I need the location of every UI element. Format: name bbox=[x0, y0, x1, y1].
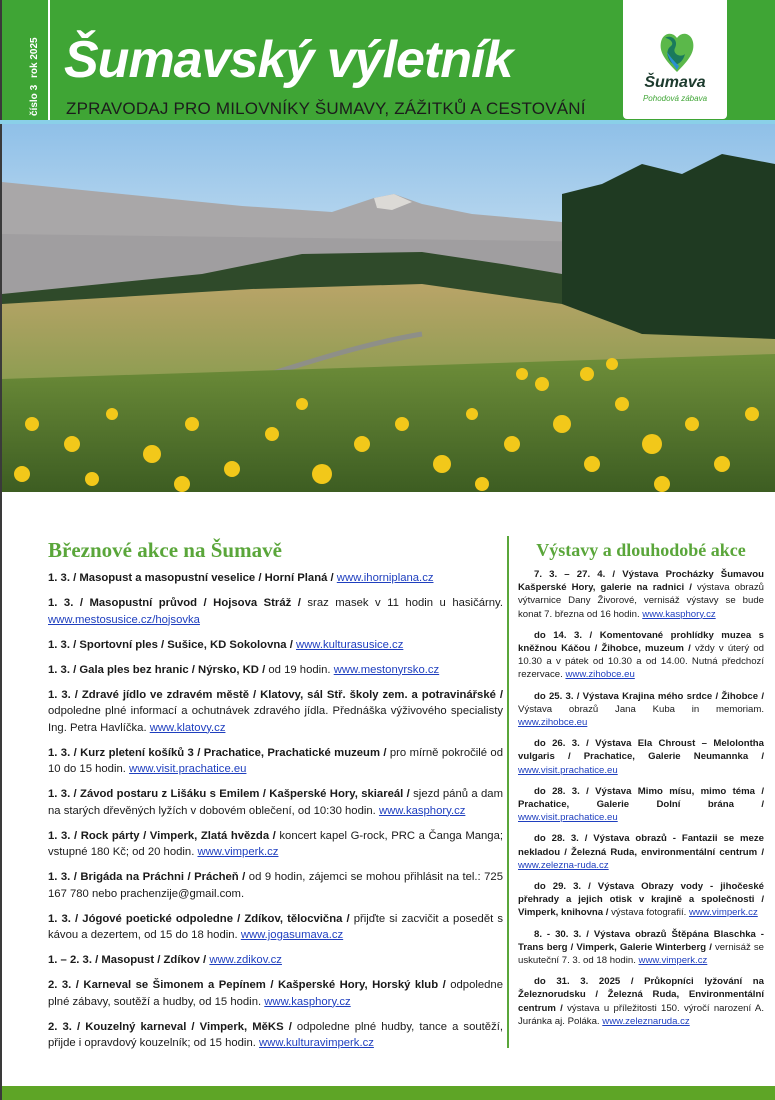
exhibitions-heading: Výstavy a dlouhodobé akce bbox=[536, 540, 746, 560]
event-item bbox=[48, 828, 503, 861]
event-title: do 29. 3. / Výstava Obrazy vody - jihočeské přehrady a jejich otisk v krajině a společnosti / Vimperk, knihovna / bbox=[518, 881, 764, 919]
event-description: výstava obrazů výtvarnice Dany Živorové, vernisáž výstavy se bude konat 7. března od 16 hodin. bbox=[518, 582, 764, 620]
heart-river-logo-icon bbox=[657, 30, 697, 74]
event-title: do 31. 3. 2025 / Průkopníci lyžování na Železnorudsku / Železná Ruda, Environmentální centrum / bbox=[518, 976, 764, 1014]
column-divider bbox=[507, 536, 509, 1048]
event-link[interactable]: www.kulturasusice.cz bbox=[295, 638, 404, 651]
event-title: 1. 3. / Závod postaru z Lišáku s Emilem / Kašperské Hory, skiareál / bbox=[48, 788, 410, 800]
event-description: sraz masek v 11 hodin u hasičárny. bbox=[300, 597, 503, 609]
event-link[interactable]: www.kulturavimperk.cz bbox=[259, 1037, 374, 1049]
march-events-list bbox=[48, 570, 503, 1052]
exhibitions-list bbox=[518, 568, 764, 1028]
footer-bar bbox=[0, 1086, 775, 1100]
event-item bbox=[48, 952, 503, 969]
event-link[interactable]: www.mestosusice.cz/hojsovka bbox=[48, 613, 200, 626]
logo-tagline: Pohodová zábava bbox=[642, 94, 708, 103]
event-title: 1. 3. / Zdravé jídlo ve zdravém městě / Klatovy, sál Stř. školy zem. a potravinářské / bbox=[48, 688, 503, 701]
issue-number: číslo 3 bbox=[29, 84, 40, 116]
event-item bbox=[48, 1019, 503, 1052]
event-description: přijďte si zacvičit a posedět s kávou a dezertem, od 15 do 18 hodin. bbox=[48, 912, 503, 941]
event-description: vernisáž se uskuteční 7. 3. od 18 hodin. bbox=[518, 941, 764, 967]
event-description: odpoledne plné zábavy, soutěží a hudby, od 15 hodin. bbox=[48, 979, 503, 1008]
event-link[interactable]: www.zdikov.cz bbox=[209, 954, 282, 966]
event-title: 1. 3. / Brigáda na Práchni / Prácheň / bbox=[48, 871, 246, 883]
event-link[interactable]: www.vimperk.cz bbox=[689, 907, 758, 919]
event-title: 1. – 2. 3. / Masopust / Zdíkov / bbox=[48, 954, 207, 966]
event-link[interactable]: www.kasphory.cz bbox=[378, 804, 466, 817]
event-description: od 19 hodin. bbox=[265, 663, 334, 676]
landscape-photo bbox=[2, 124, 775, 492]
exhibition-item bbox=[518, 928, 764, 968]
event-description: koncert kapel G-rock, PRC a Čanga Manga; vstupné 180 Kč; od 20 hodin. bbox=[48, 829, 504, 858]
newsletter-title: Šumavský výletník bbox=[64, 31, 513, 89]
logo-name: Šumava bbox=[644, 74, 706, 91]
exhibition-item bbox=[518, 690, 764, 730]
event-link[interactable]: www.zelezna-ruda.cz bbox=[518, 859, 609, 871]
event-item bbox=[48, 687, 503, 737]
event-link[interactable]: www.visit.prachatice.eu bbox=[518, 764, 618, 776]
event-item bbox=[48, 745, 503, 778]
event-title: 1. 3. / Masopustní průvod / Hojsova Stráž / bbox=[48, 597, 301, 609]
march-events-heading: Březnové akce na Šumavě bbox=[48, 538, 282, 562]
issue-year: rok 2025 bbox=[29, 37, 40, 78]
newsletter-subtitle: ZPRAVODAJ PRO MILOVNÍKY ŠUMAVY, ZÁŽITKŮ A CESTOVÁNÍ bbox=[66, 99, 586, 118]
event-description: odpoledne plné hudby, tance a soutěží, přijde i opravdový kouzelník; od 15 hodin. bbox=[48, 1020, 503, 1049]
event-link[interactable]: www.kasphory.cz bbox=[642, 608, 716, 620]
event-link[interactable]: www.klatovy.cz bbox=[149, 721, 226, 734]
exhibition-item bbox=[518, 785, 764, 825]
event-link[interactable]: www.mestonyrsko.cz bbox=[333, 663, 440, 676]
event-item bbox=[48, 977, 503, 1010]
event-title: do 28. 3. / Výstava Mimo mísu, mimo téma / Prachatice, Galerie Dolní brána / bbox=[518, 785, 764, 811]
event-description: odpoledne plné informací a ochutnávek zdravého jídla. Přednáška výživového specialisty Ing. Petra Havlíčka. bbox=[48, 705, 503, 734]
masthead bbox=[0, 0, 775, 123]
exhibition-item bbox=[518, 737, 764, 777]
event-title: 2. 3. / Kouzelný karneval / Vimperk, MěKS / bbox=[48, 1020, 292, 1033]
exhibition-item bbox=[518, 832, 764, 872]
exhibition-item bbox=[518, 975, 764, 1028]
exhibition-item bbox=[518, 880, 764, 920]
event-description: od 9 hodin, zájemci se mohou přihlásit na tel.: 725 167 780 nebo prachenzije@gmail.com. bbox=[48, 871, 503, 900]
event-item bbox=[48, 637, 503, 654]
event-item bbox=[48, 869, 503, 902]
event-title: 2. 3. / Karneval se Šimonem a Pepínem / Kašperské Hory, Horský klub / bbox=[48, 979, 446, 991]
event-description: sjezd pánů a dam na starých dřevěných lyžích v dobovém oblečení, od 10:30 hodin. bbox=[48, 788, 503, 817]
event-link[interactable]: www.zihobce.eu bbox=[565, 669, 635, 681]
page-edge bbox=[0, 124, 2, 1100]
event-link[interactable]: www.vimperk.cz bbox=[638, 955, 708, 967]
event-link[interactable]: www.visit.prachatice.eu bbox=[129, 763, 247, 775]
event-title: 1. 3. / Jógové poetické odpoledne / Zdíkov, tělocvična / bbox=[48, 912, 350, 925]
event-link[interactable]: www.ihorniplana.cz bbox=[336, 572, 434, 584]
masthead-divider bbox=[48, 0, 50, 123]
event-title: 1. 3. / Rock párty / Vimperk, Zlatá hvězda / bbox=[48, 829, 276, 842]
event-link[interactable]: www.zihobce.eu bbox=[518, 717, 588, 729]
event-title: 1. 3. / Gala ples bez hranic / Nýrsko, KD / bbox=[48, 663, 266, 676]
event-item bbox=[48, 786, 503, 819]
exhibitions-column bbox=[518, 536, 764, 1036]
event-description: výstava u příležitosti 150. výročí narození A. Juránka aj. Poláka. bbox=[518, 1002, 764, 1027]
event-title: 8. - 30. 3. / Výstava obrazů Štěpána Blaschka - Trans berg / Vimperk, Galerie Winterberg / bbox=[518, 928, 764, 953]
event-title: do 25. 3. / Výstava Krajina mého srdce / Žihobce / bbox=[534, 690, 764, 702]
event-item bbox=[48, 911, 503, 944]
event-item bbox=[48, 662, 503, 679]
event-title: 1. 3. / Kurz pletení košíků 3 / Prachatice, Prachatické muzeum / bbox=[48, 746, 387, 759]
event-link[interactable]: www.kasphory.cz bbox=[264, 995, 351, 1008]
event-item bbox=[48, 570, 503, 587]
event-title: do 26. 3. / Výstava Ela Chroust – Melolontha vulgaris / Prachatice, Galerie Neumannka / bbox=[518, 738, 764, 763]
event-title: 1. 3. / Sportovní ples / Sušice, KD Sokolovna / bbox=[48, 638, 293, 651]
event-title: 1. 3. / Masopust a masopustní veselice / Horní Planá / bbox=[48, 572, 334, 584]
exhibition-item bbox=[518, 568, 764, 621]
issue-info bbox=[26, 6, 44, 118]
event-description: výstava fotografií. bbox=[608, 907, 689, 919]
exhibition-item bbox=[518, 629, 764, 682]
event-title: 7. 3. – 27. 4. / Výstava Procházky Šumavou Kašperské Hory, galerie na radnici / bbox=[518, 569, 764, 594]
event-link[interactable]: www.visit.prachatice.eu bbox=[518, 812, 618, 824]
event-description: Výstava obrazů Jana Kuba in memoriam. bbox=[518, 703, 764, 715]
event-link[interactable]: www.vimperk.cz bbox=[197, 846, 279, 858]
event-title: do 28. 3. / Výstava obrazů - Fantazii se meze nekladou / Železná Ruda, environmentální centrum / bbox=[518, 833, 764, 858]
event-description: vždy v úterý od 10.30 a v pátek od 10.30 a od 14.00. Nutná předchozí rezervace. bbox=[518, 643, 764, 681]
event-item bbox=[48, 595, 503, 628]
event-link[interactable]: www.jogasumava.cz bbox=[240, 929, 344, 941]
sumava-logo bbox=[623, 0, 727, 119]
event-link[interactable]: www.zeleznaruda.cz bbox=[602, 1015, 690, 1027]
landscape-photo-icon bbox=[2, 124, 775, 492]
march-events-column bbox=[48, 536, 503, 1060]
event-description: pro mírně pokročilé od 10 do 15 hodin. bbox=[48, 746, 503, 775]
event-title: do 14. 3. / Komentované prohlídky muzea s kněžnou Káčou / Žihobce, muzeum / bbox=[518, 629, 764, 655]
